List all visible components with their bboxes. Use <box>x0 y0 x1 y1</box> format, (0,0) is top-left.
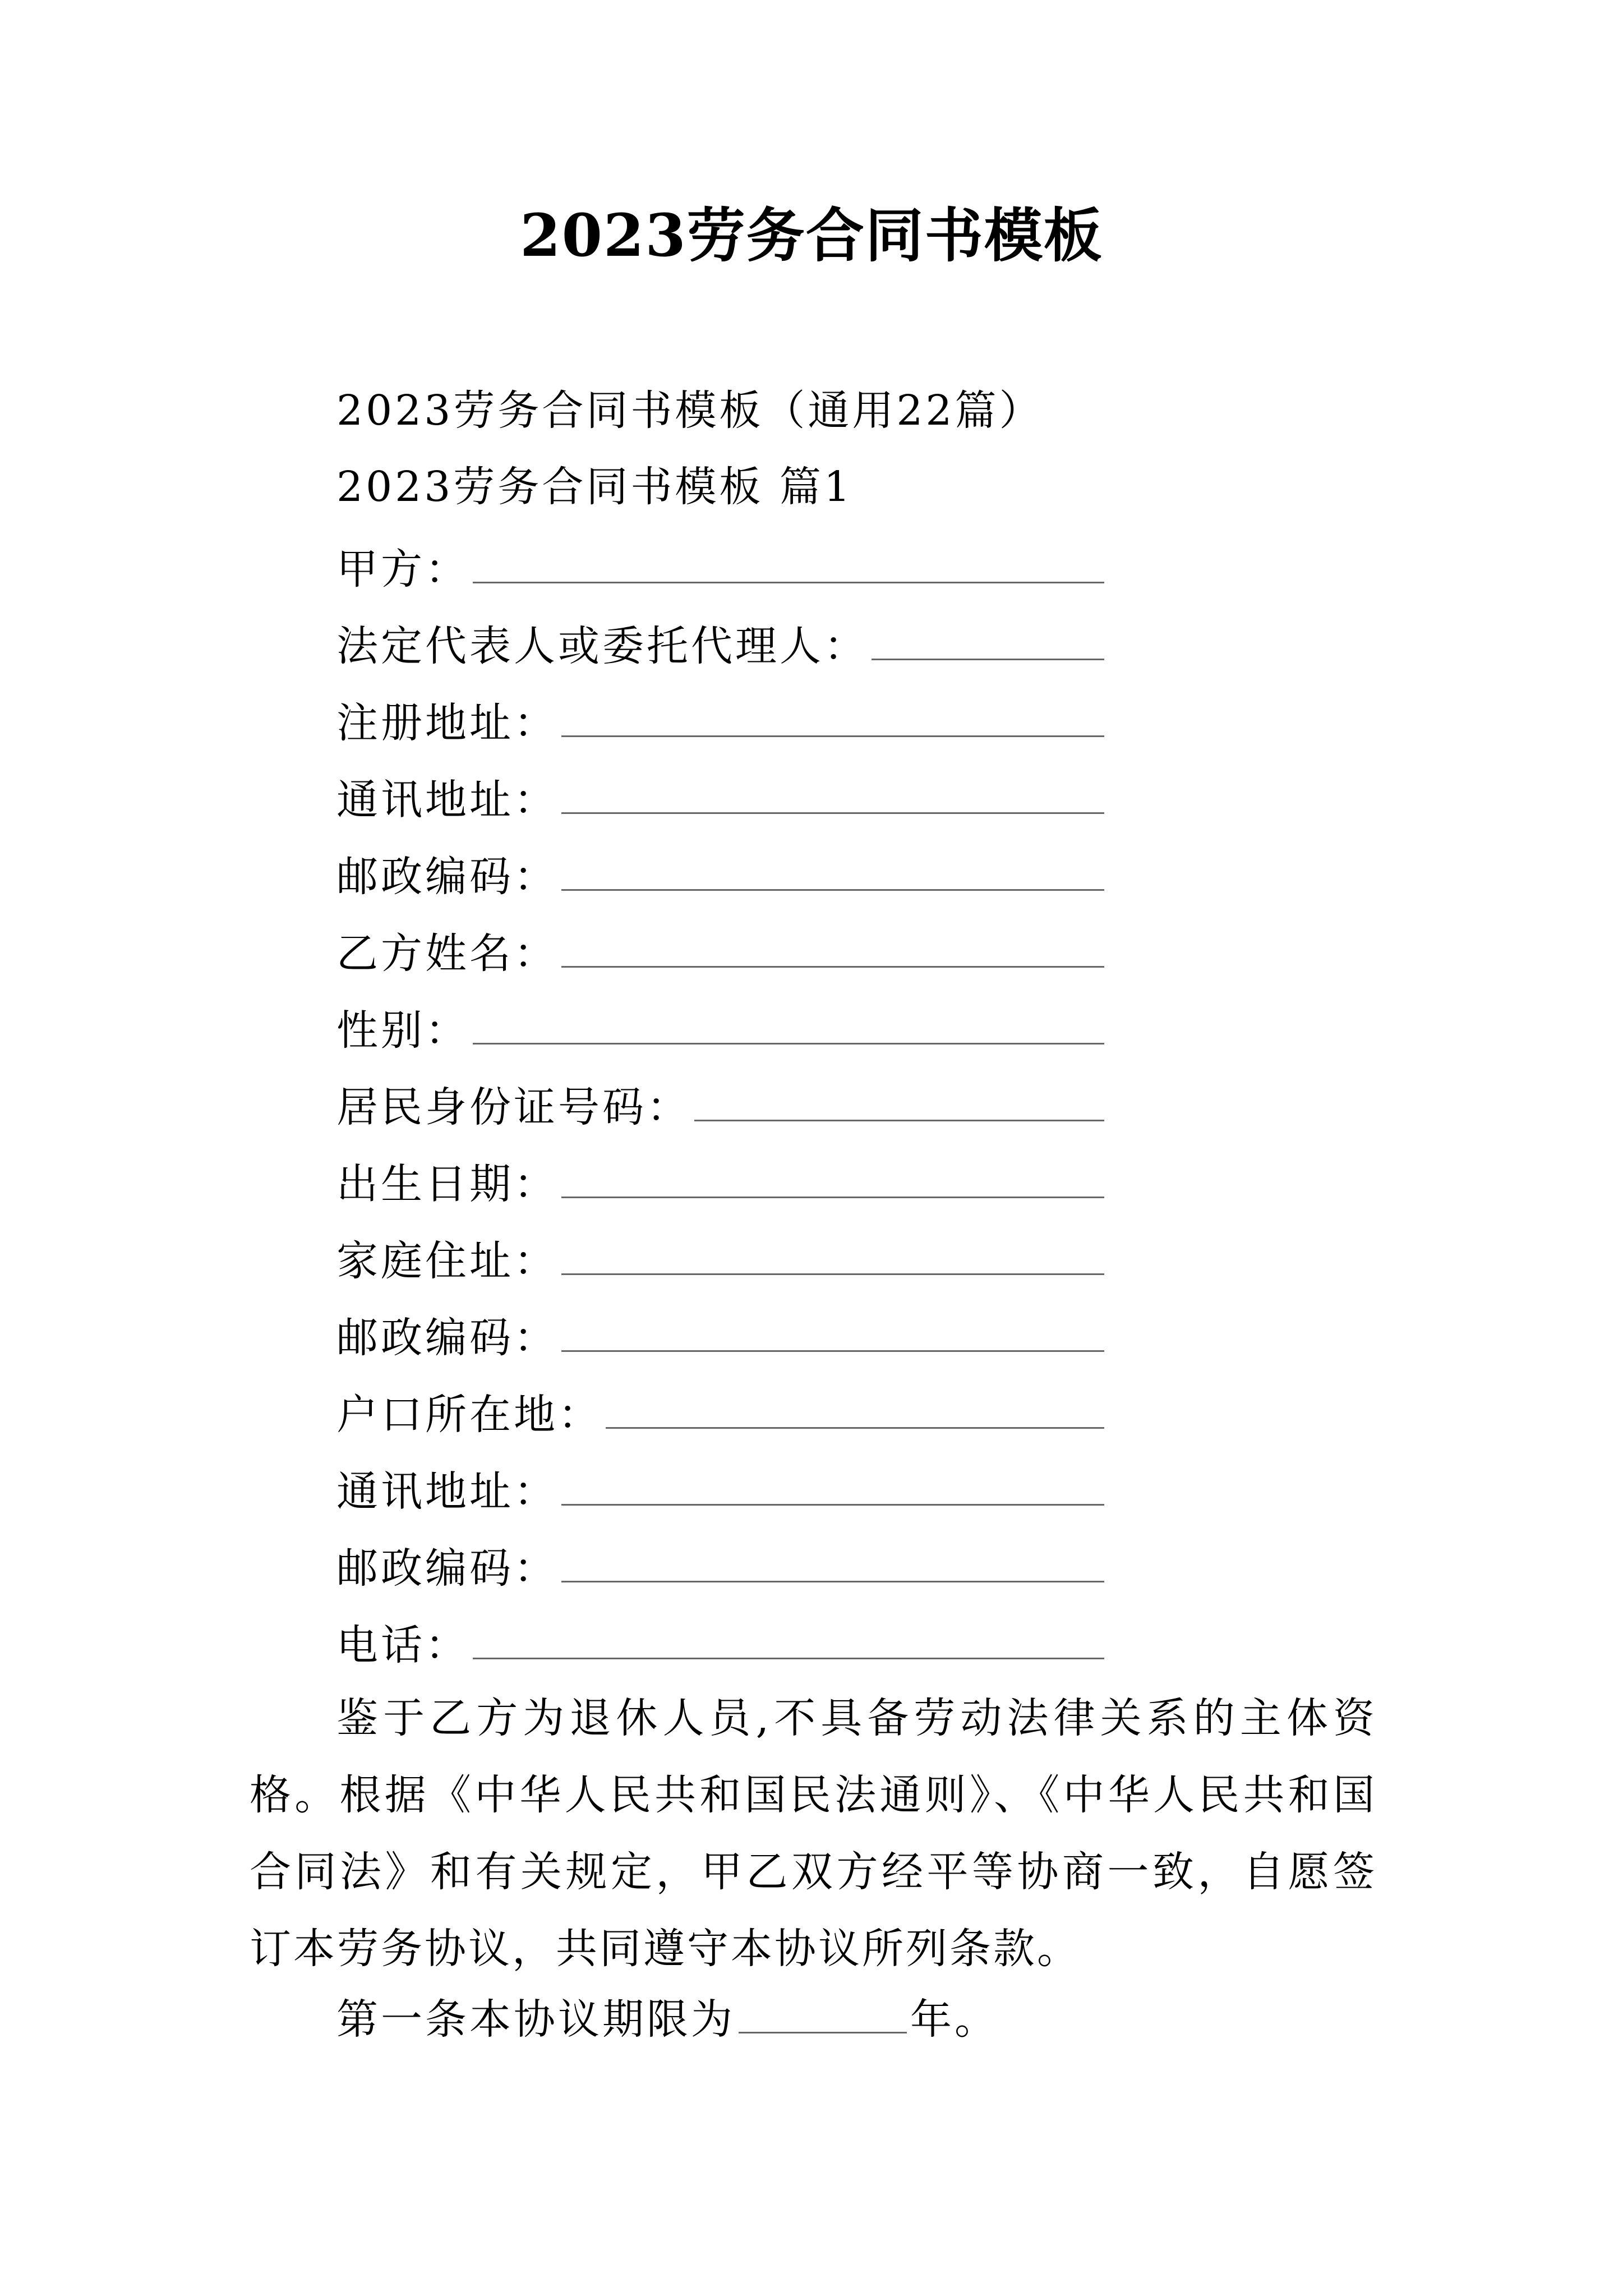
field-id-number <box>336 1074 1104 1135</box>
field-label: 注册地址： <box>336 699 558 747</box>
field-blank-line[interactable] <box>561 1151 1104 1198</box>
field-mailing-address-a <box>336 766 1104 828</box>
field-blank-line[interactable] <box>561 766 1104 814</box>
field-blank-line[interactable] <box>561 920 1104 968</box>
field-party-a <box>336 536 1104 597</box>
field-label: 户口所在地： <box>336 1391 602 1439</box>
field-party-b-name <box>336 920 1104 982</box>
field-blank-line[interactable] <box>561 1304 1104 1352</box>
agreement-preamble: 鉴于乙方为退休人员,不具备劳动法律关系的主体资格。根据《中华人民共和国民法通则》、《中华人民共和国合同法》和有关规定，甲乙双方经平等协商一致，自愿签订本劳务协议，共同遵守本协议所列条款。 <box>250 1694 1377 1973</box>
field-gender <box>336 997 1104 1059</box>
clause-text-after: 年。 <box>910 1995 999 2044</box>
section-heading: 2023劳务合同书模板 篇1 <box>336 463 853 511</box>
term-years-blank[interactable] <box>739 1986 907 2033</box>
field-label: 乙方姓名： <box>336 930 558 978</box>
field-blank-line[interactable] <box>561 689 1104 737</box>
field-label: 通讯地址： <box>336 776 558 824</box>
field-label: 邮政编码： <box>336 1544 558 1593</box>
field-label: 甲方： <box>336 545 469 593</box>
field-postal-code-home <box>336 1304 1104 1366</box>
field-label: 电话： <box>336 1621 469 1669</box>
field-label: 通讯地址： <box>336 1467 558 1516</box>
field-blank-line[interactable] <box>561 843 1104 891</box>
field-label: 邮政编码： <box>336 853 558 901</box>
field-label: 邮政编码： <box>336 1314 558 1362</box>
field-blank-line[interactable] <box>473 1612 1104 1659</box>
document-title: 2023劳务合同书模板 <box>520 201 1103 270</box>
field-mailing-address-b <box>336 1458 1104 1520</box>
field-blank-line[interactable] <box>561 1227 1104 1275</box>
clause-text-before: 第一条本协议期限为 <box>336 1995 735 2044</box>
field-label: 居民身份证号码： <box>336 1083 691 1131</box>
field-birth-date <box>336 1151 1104 1212</box>
field-household-registration <box>336 1381 1104 1443</box>
field-blank-line[interactable] <box>473 997 1104 1045</box>
field-label: 法定代表人或委托代理人： <box>336 622 868 670</box>
clause-first-term <box>336 1986 999 2047</box>
field-blank-line[interactable] <box>694 1074 1104 1121</box>
field-label: 家庭住址： <box>336 1237 558 1285</box>
field-home-address <box>336 1227 1104 1289</box>
field-phone <box>336 1612 1104 1673</box>
field-blank-line[interactable] <box>473 536 1104 583</box>
document-subtitle: 2023劳务合同书模板（通用22篇） <box>336 386 1044 435</box>
field-registered-address <box>336 689 1104 751</box>
field-postal-code-a <box>336 843 1104 905</box>
field-blank-line[interactable] <box>561 1535 1104 1582</box>
field-legal-representative <box>336 613 1104 674</box>
field-postal-code-b <box>336 1535 1104 1596</box>
field-blank-line[interactable] <box>561 1458 1104 1506</box>
field-blank-line[interactable] <box>606 1381 1104 1429</box>
field-blank-line[interactable] <box>872 613 1104 660</box>
field-label: 性别： <box>336 1006 469 1055</box>
field-label: 出生日期： <box>336 1160 558 1208</box>
